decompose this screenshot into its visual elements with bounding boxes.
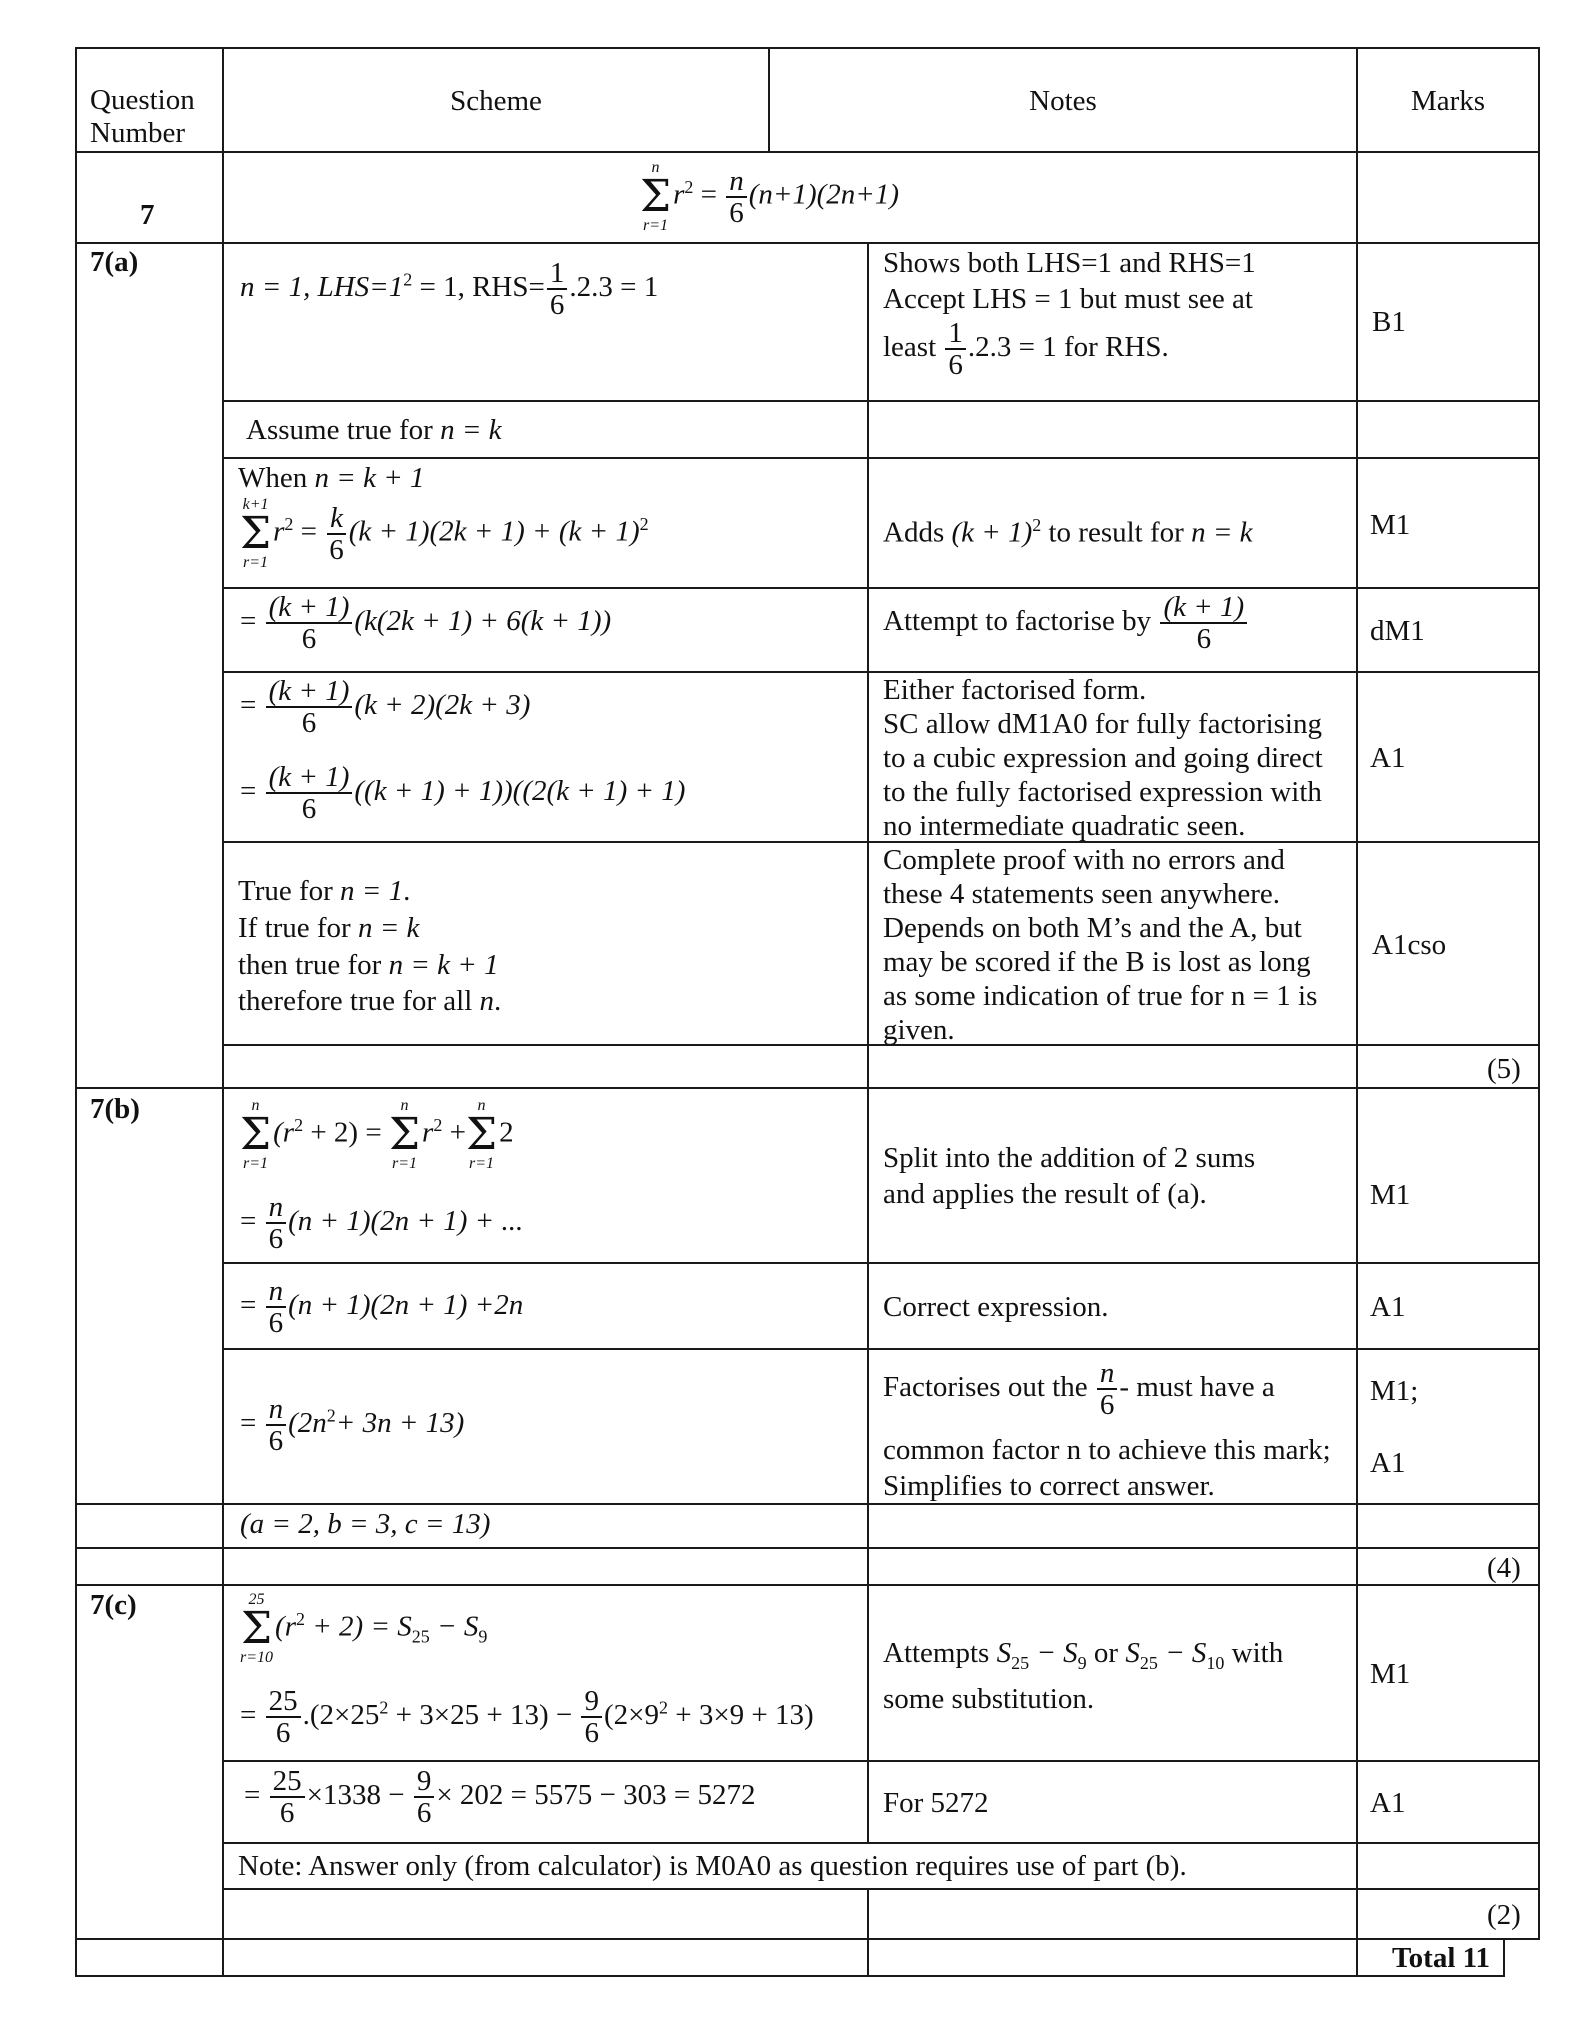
rule-b2 <box>222 1348 1540 1350</box>
rule-c3 <box>222 1888 1540 1890</box>
c-row2-note: For 5272 <box>883 1787 989 1819</box>
a-row6-line3: then true for n = k + 1 <box>238 949 499 981</box>
rule-c1 <box>222 1760 1540 1762</box>
header-question-number: Question Number <box>90 84 195 149</box>
a-row3-note: Adds $(k + 1)^2$ to result for n = k <box>883 515 1253 549</box>
sigma-symbol: n Σ r=1 <box>465 1097 498 1172</box>
part-c-label: 7(c) <box>90 1589 137 1621</box>
q7-number: 7 <box>140 199 155 231</box>
a-row3-when: When n = k + 1 <box>238 462 425 494</box>
b-row1-note-2: and applies the result of (a). <box>883 1178 1207 1210</box>
rule-b3 <box>75 1503 1540 1505</box>
a-row6-note-6: given. <box>883 1014 955 1046</box>
c-row2-mark: A1 <box>1370 1787 1406 1819</box>
header-marks: Marks <box>1410 85 1486 117</box>
rule-bottom <box>75 1975 1505 1977</box>
a-row6-note-5: as some indication of true for n = 1 is <box>883 980 1318 1012</box>
a-row5-scheme-1: = $\frac{(k + 1)}{6}$ (k + 2)(2k + 3) <box>240 675 531 740</box>
c-row1-sum: 25 Σ r=10 $(r^2 + 2) = S_{25} - S_9$ <box>240 1591 488 1666</box>
rule-notes-a <box>867 242 869 1087</box>
b-total: (4) <box>1487 1552 1521 1584</box>
b-row3-note-1: Factorises out the $\frac{n}{6}$ - must have a <box>883 1357 1275 1422</box>
a-row1-note-1: Shows both LHS=1 and RHS=1 <box>883 247 1256 279</box>
a-row5-note-4: to the fully factorised expression with <box>883 776 1322 808</box>
sigma-symbol: n Σ r=1 <box>240 1097 272 1172</box>
rule-right <box>1538 47 1540 1938</box>
c-note: Note: Answer only (from calculator) is M0A0 as question requires use of part (b). <box>238 1850 1187 1882</box>
a-row5-note-1: Either factorised form. <box>883 674 1147 706</box>
a-row5-note-3: to a cubic expression and going direct <box>883 742 1323 774</box>
b-row2-note: Correct expression. <box>883 1291 1109 1323</box>
rule-a2 <box>222 457 1540 459</box>
a-row1-scheme: n = 1, $LHS=1^2 = 1$, RHS= $\frac{1}{6}$ .2.3 = 1 <box>240 257 659 322</box>
a-row4-scheme: = $\frac{(k + 1)}{6}$ (k(2k + 1) + 6(k + 1)) <box>240 591 612 656</box>
b-row3-note-2: common factor n to achieve this mark; <box>883 1434 1331 1466</box>
b-row3-note-3: Simplifies to correct answer. <box>883 1470 1215 1502</box>
c-row1-note-2: some substitution. <box>883 1683 1095 1715</box>
rule-right-total <box>1503 1938 1505 1977</box>
b-row2-mark: A1 <box>1370 1291 1406 1323</box>
rule-left <box>75 47 77 1977</box>
rule-a4 <box>222 671 1540 673</box>
b-row1-mark: M1 <box>1370 1179 1411 1211</box>
c-row1-note-1: Attempts $S_{25} - S_9$ or $S_{25} - S_{10}$ with <box>883 1637 1284 1673</box>
part-b-label: 7(b) <box>90 1093 140 1125</box>
a-row5-mark: A1 <box>1370 742 1406 774</box>
sigma-symbol: n Σ r=1 <box>640 159 672 234</box>
rule-b1 <box>222 1262 1540 1264</box>
b-row1-sum: n Σ r=1 $(r^2 + 2)$ = n Σ r=1 $r^2$ + n Σ r=1 2 <box>240 1097 514 1172</box>
a-row1-note-2: Accept LHS = 1 but must see at <box>883 283 1253 315</box>
a-row6-note-4: may be scored if the B is lost as long <box>883 946 1311 978</box>
c-row1-line2: = $\frac{25}{6}$ $.(2\times 25^2 + 3\times 25 + 13)$ − $\frac{9}{6}$ $(2\times 9^2 + 3\times 9 + 13)$ <box>240 1685 814 1750</box>
a-row6-note-1: Complete proof with no errors and <box>883 844 1285 876</box>
a-row3-mark: M1 <box>1370 509 1411 541</box>
a-row2-scheme: Assume true for n = k <box>246 414 502 446</box>
a-row4-mark: dM1 <box>1370 615 1425 647</box>
a-row3-sum: k+1 Σ r=1 $r^2$ = $\frac{k}{6}$ $(k + 1)(2k + 1) + (k + 1)^2$ <box>240 496 649 571</box>
rule-notes-c <box>867 1584 869 1842</box>
rule-a-end <box>75 1087 1540 1089</box>
a-row6-note-3: Depends on both M’s and the A, but <box>883 912 1302 944</box>
a-row6-mark: A1cso <box>1372 929 1447 961</box>
b-row4-scheme: (a = 2, b = 3, c = 13) <box>240 1508 491 1540</box>
a-total: (5) <box>1487 1053 1521 1085</box>
a-row6-line2: If true for n = k <box>238 912 420 944</box>
rule-a5 <box>222 841 1540 843</box>
rule-c2 <box>222 1842 1540 1844</box>
rule-col3 <box>1356 47 1358 1977</box>
b-row1-line2: = $\frac{n}{6}$ (n + 1)(2n + 1) + ... <box>240 1191 524 1256</box>
b-row1-note-1: Split into the addition of 2 sums <box>883 1142 1256 1174</box>
a-row4-note: Attempt to factorise by $\frac{(k + 1)}{6}$ <box>883 592 1249 655</box>
c-row2-scheme: = $\frac{25}{6}$ ×1338 − $\frac{9}{6}$ × 202 = 5575 − 303 = 5272 <box>244 1765 756 1830</box>
b-row3-mark-1: M1; <box>1370 1375 1419 1407</box>
rule-top <box>75 47 1540 49</box>
a-row5-note-5: no intermediate quadratic seen. <box>883 810 1246 842</box>
b-row2-scheme: = $\frac{n}{6}$ (n + 1)(2n + 1) +2n <box>240 1275 524 1340</box>
rule-b-end <box>75 1584 1540 1586</box>
rule-a3 <box>222 587 1540 589</box>
sigma-symbol: k+1 Σ r=1 <box>240 496 272 571</box>
c-total: (2) <box>1487 1899 1521 1931</box>
rule-notes-b <box>867 1087 869 1584</box>
a-row1-note-3: least $\frac{1}{6}$ .2.3 = 1 for RHS. <box>883 317 1169 382</box>
c-row1-mark: M1 <box>1370 1658 1411 1690</box>
a-row6-line4: therefore true for all n. <box>238 985 502 1017</box>
part-a-label: 7(a) <box>90 246 139 278</box>
a-row5-scheme-2: = $\frac{(k + 1)}{6}$ ((k + 1) + 1))((2(k + 1) + 1) <box>240 761 686 826</box>
rule-notes-c2 <box>867 1888 869 1977</box>
grand-total: Total 11 <box>1392 1942 1491 1974</box>
rule-b4 <box>75 1547 1540 1549</box>
a-row5-note-2: SC allow dM1A0 for fully factorising <box>883 708 1322 740</box>
a-row6-note-2: these 4 statements seen anywhere. <box>883 878 1280 910</box>
rule-c-end <box>75 1938 1540 1940</box>
b-row3-mark-2: A1 <box>1370 1447 1406 1479</box>
a-row6-line1: True for n = 1. <box>238 875 411 907</box>
b-row3-scheme: = $\frac{n}{6}$ $(2n^2+ 3n + 13)$ <box>240 1393 465 1458</box>
header-scheme: Scheme <box>450 85 542 117</box>
rule-header-bottom <box>222 151 1540 153</box>
rule-col1 <box>222 47 224 1977</box>
rule-a6 <box>222 1044 1540 1046</box>
rule-a1 <box>222 400 1540 402</box>
rule-q7-bottom <box>75 242 1540 244</box>
q7-statement: n Σ r=1 $r^2$ = $\frac{n}{6}$ (n+1)(2n+1) <box>640 159 900 234</box>
header-notes: Notes <box>1029 85 1097 117</box>
a-row1-mark: B1 <box>1372 306 1406 338</box>
rule-header-bottom-left <box>75 151 222 153</box>
sigma-symbol: n Σ r=1 <box>388 1097 421 1172</box>
sigma-symbol: 25 Σ r=10 <box>240 1591 274 1666</box>
